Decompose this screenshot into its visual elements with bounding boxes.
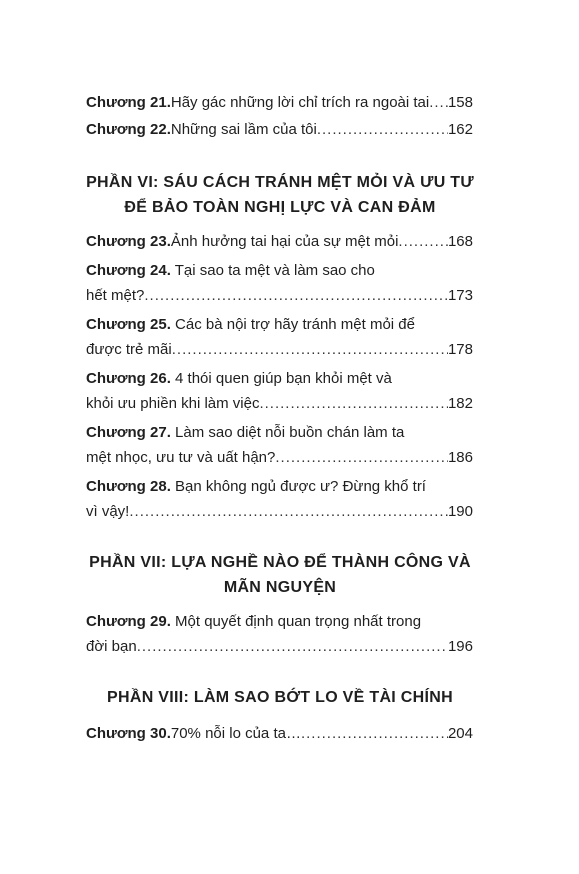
leader-dots xyxy=(137,637,448,657)
leader-dots xyxy=(172,340,448,360)
part-heading-8: PHẦN VIII: LÀM SAO BỚT LO VỀ TÀI CHÍNH xyxy=(107,689,453,706)
toc-entry-ch21 xyxy=(86,93,473,113)
toc-entry-ch27-line1 xyxy=(86,423,404,443)
page-number: 186 xyxy=(447,449,473,466)
part-heading-7-line1: PHẦN VII: LỰA NGHỀ NÀO ĐỂ THÀNH CÔNG VÀ xyxy=(89,554,471,571)
chapter-title-cont: hết mệt? xyxy=(86,287,145,304)
toc-entry-ch29-line1 xyxy=(86,612,421,632)
chapter-title: Bạn không ngủ được ư? Đừng khổ trí xyxy=(170,478,426,495)
chapter-title-cont: được trẻ mãi xyxy=(86,341,172,358)
toc-entry-ch25-line1 xyxy=(86,315,415,335)
chapter-title: Làm sao diệt nỗi buồn chán làm ta xyxy=(170,424,405,441)
chapter-label: Chương 22. xyxy=(86,121,171,138)
leader-dots xyxy=(301,724,448,744)
page-number: 182 xyxy=(447,395,473,412)
chapter-title-cont: khỏi ưu phiền khi làm việc xyxy=(86,395,260,412)
toc-entry-ch26-line1 xyxy=(86,369,392,389)
page-number: 190 xyxy=(447,503,473,520)
toc-entry-ch29-line2 xyxy=(86,637,473,657)
page-number: 158 xyxy=(447,94,473,111)
chapter-label: Chương 30. xyxy=(86,725,171,742)
chapter-label: Chương 29. xyxy=(86,613,171,630)
toc-entry-ch28-line1 xyxy=(86,477,426,497)
chapter-title: Các bà nội trợ hãy tránh mệt mỏi để xyxy=(170,316,415,333)
chapter-title-cont: mệt nhọc, ưu tư và uất hận? xyxy=(86,449,276,466)
leader-dots xyxy=(429,93,448,113)
page-number: 162 xyxy=(447,121,473,138)
chapter-label: Chương 21. xyxy=(86,94,171,111)
leader-dots xyxy=(259,394,448,414)
part-heading-6-line2: ĐỂ BẢO TOÀN NGHỊ LỰC VÀ CAN ĐẢM xyxy=(124,199,436,216)
part-heading-6-line1: PHẦN VI: SÁU CÁCH TRÁNH MỆT MỎI VÀ ƯU TƯ xyxy=(86,174,474,191)
leader-dots xyxy=(398,232,448,252)
chapter-title-cont: đời bạn xyxy=(86,638,137,655)
toc-entry-ch30 xyxy=(86,724,473,744)
toc-entry-ch24-line2 xyxy=(86,286,473,306)
page-number: 173 xyxy=(447,287,473,304)
chapter-title: 4 thói quen giúp bạn khỏi mệt và xyxy=(170,370,392,387)
chapter-title: Một quyết định quan trọng nhất trong xyxy=(170,613,422,630)
chapter-label: Chương 24. xyxy=(86,262,171,279)
chapter-label: Chương 26. xyxy=(86,370,171,387)
chapter-title-cont: vì vậy! xyxy=(86,503,130,520)
toc-entry-ch28-line2 xyxy=(86,502,473,522)
chapter-title: 70% nỗi lo của ta… xyxy=(170,725,301,742)
toc-entry-ch25-line2 xyxy=(86,340,473,360)
leader-dots xyxy=(317,120,448,140)
chapter-label: Chương 28. xyxy=(86,478,171,495)
chapter-label: Chương 27. xyxy=(86,424,171,441)
leader-dots xyxy=(144,286,448,306)
chapter-label: Chương 25. xyxy=(86,316,171,333)
chapter-title: Tại sao ta mệt và làm sao cho xyxy=(170,262,375,279)
page-number: 204 xyxy=(447,725,473,742)
toc-entry-ch24-line1 xyxy=(86,261,375,281)
chapter-title: Hãy gác những lời chỉ trích ra ngoài tai xyxy=(170,94,430,111)
part-heading-7-line2: MÃN NGUYỆN xyxy=(223,579,337,596)
toc-entry-ch27-line2 xyxy=(86,448,473,468)
toc-entry-ch23 xyxy=(86,232,473,252)
page-number: 178 xyxy=(447,341,473,358)
page-number: 168 xyxy=(447,233,473,250)
toc-entry-ch22 xyxy=(86,120,473,140)
leader-dots xyxy=(129,502,448,522)
page-number: 196 xyxy=(447,638,473,655)
chapter-title: Những sai lầm của tôi xyxy=(170,121,317,138)
chapter-title: Ảnh hưởng tai hại của sự mệt mỏi xyxy=(170,233,399,250)
toc-entry-ch26-line2 xyxy=(86,394,473,414)
chapter-label: Chương 23. xyxy=(86,233,171,250)
leader-dots xyxy=(275,448,448,468)
